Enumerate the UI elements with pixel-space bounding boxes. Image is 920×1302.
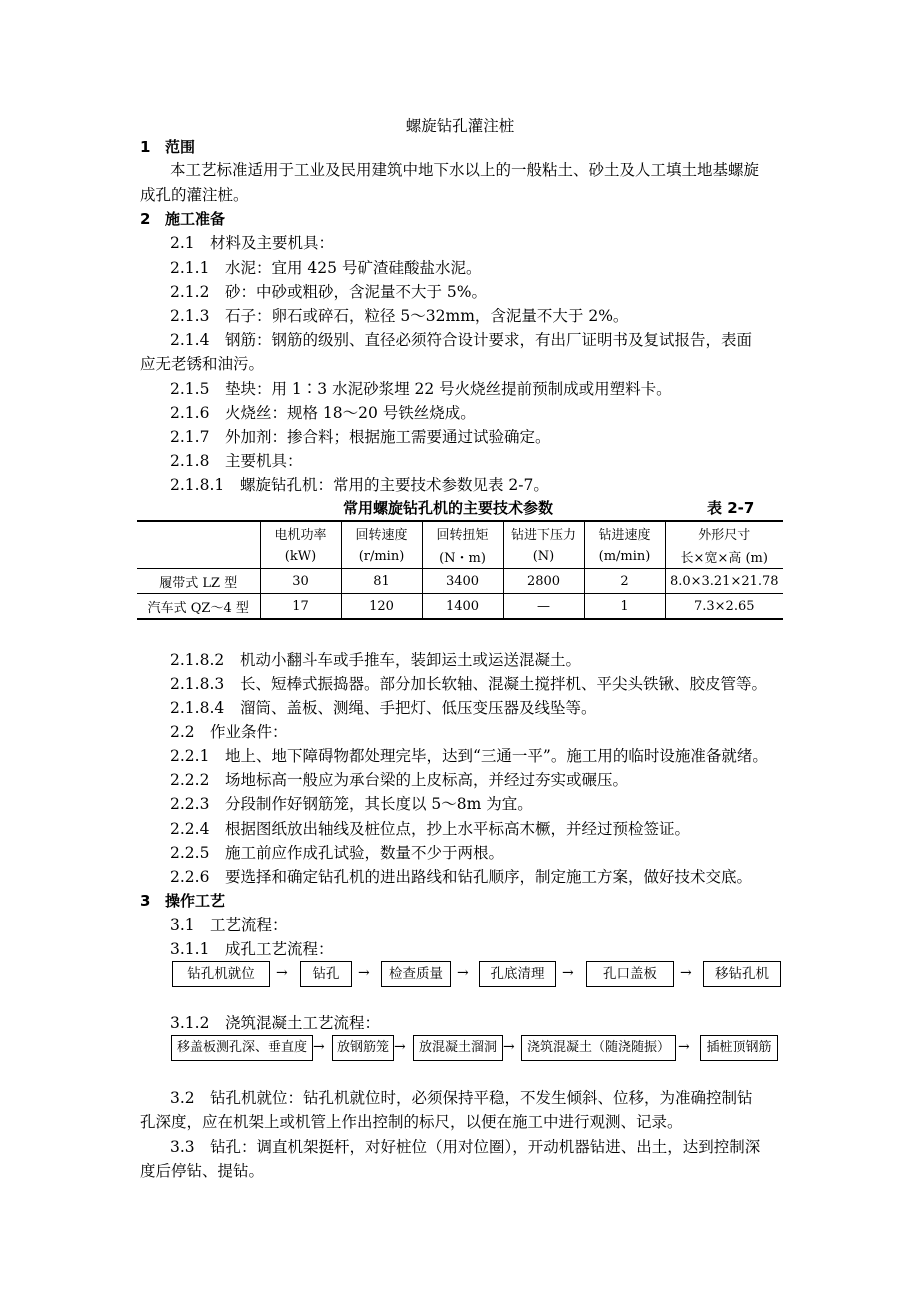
section-number: 1 — [140, 138, 153, 156]
header-unit-cell: 长×宽×高 (m) — [665, 545, 783, 569]
header-unit-cell: (kW) — [260, 545, 341, 569]
clause — [170, 426, 551, 448]
clause-text: 场地标高一般应为承台梁的上皮标高，并经过夯实或碾压。 — [225, 771, 629, 789]
section-title: 范围 — [165, 138, 196, 156]
arrow-right-icon: → — [394, 1039, 406, 1055]
clause — [170, 1012, 380, 1034]
clause-number: 3.1.2 — [170, 1014, 210, 1032]
clause-number: 2.1.7 — [170, 428, 210, 446]
section-2-heading — [140, 208, 225, 230]
flow-step: 移盖板测孔深、垂直度 — [171, 1035, 313, 1061]
table-row — [137, 594, 783, 620]
clause-number: 2.2.1 — [170, 747, 210, 765]
clause-text: 作业条件： — [210, 723, 288, 741]
clause-text: 工艺流程： — [210, 916, 288, 934]
header-cell: 外形尺寸 — [665, 521, 783, 545]
header-cell: 电机功率 — [260, 521, 341, 545]
clause — [170, 793, 533, 815]
table-cell: 2 — [584, 569, 665, 594]
flow-step: 移钻孔机 — [703, 961, 781, 987]
clause-number: 2.1.6 — [170, 404, 210, 422]
table-cell: 1 — [584, 594, 665, 620]
table-corner-cell — [137, 521, 260, 569]
clause — [170, 305, 628, 327]
header-cell: 钻进下压力 — [503, 521, 584, 545]
clause-number: 2.1.1 — [170, 259, 210, 277]
table-cell: — — [503, 594, 584, 620]
header-unit-cell: (N・m) — [422, 545, 503, 569]
flow-step: 孔口盖板 — [586, 961, 674, 987]
arrow-right-icon: → — [678, 1039, 690, 1055]
section-3-heading — [140, 890, 225, 912]
header-unit-cell: (r/min) — [341, 545, 422, 569]
arrow-right-icon: → — [358, 965, 370, 981]
clause-continuation: 孔深度，应在机架上或机管上作出控制的标尺，以便在施工中进行观测、记录。 — [140, 1113, 683, 1131]
table-cell: 汽车式 QZ～4 型 — [137, 594, 260, 620]
clause-number: 2.1.2 — [170, 283, 210, 301]
arrow-right-icon: → — [680, 965, 692, 981]
clause-text: 溜筒、盖板、测绳、手把灯、低压变压器及线坠等。 — [240, 699, 597, 717]
clause-number: 3.3 — [170, 1138, 195, 1156]
clause — [170, 402, 476, 424]
clause-number: 2.1.8.2 — [170, 651, 225, 669]
clause — [170, 450, 303, 472]
clause-number: 2.2.2 — [170, 771, 210, 789]
clause-number: 2.1.8.1 — [170, 476, 225, 494]
section-1-heading — [140, 136, 195, 158]
clause-number: 2.1.4 — [170, 331, 210, 349]
table-cell: 120 — [341, 594, 422, 620]
clause-text: 分段制作好钢筋笼，其长度以 5～8m 为宜。 — [225, 795, 533, 813]
clause-text: 螺旋钻孔机：常用的主要技术参数见表 2-7。 — [240, 476, 549, 494]
clause-text: 地上、地下障碍物都处理完毕，达到“三通一平”。施工用的临时设施准备就绪。 — [225, 747, 768, 765]
table-row — [137, 569, 783, 594]
header-unit-cell: (m/min) — [584, 545, 665, 569]
table-header-row — [137, 521, 783, 545]
clause-text: 钢筋：钢筋的级别、直径必须符合设计要求，有出厂证明书及复试报告，表面 — [225, 331, 753, 349]
clause-text: 水泥：宜用 425 号矿渣硅酸盐水泥。 — [225, 259, 482, 277]
table-cell: 1400 — [422, 594, 503, 620]
clause — [170, 1087, 753, 1109]
section-title: 操作工艺 — [165, 892, 226, 910]
clause-text: 火烧丝：规格 18～20 号铁丝烧成。 — [225, 404, 476, 422]
clause-text: 机动小翻斗车或手推车，装卸运土或运送混凝土。 — [240, 651, 582, 669]
flow-step: 插桩顶钢筋 — [700, 1035, 778, 1061]
clause — [170, 281, 487, 303]
clause-number: 2.2.4 — [170, 820, 210, 838]
flow-step: 检查质量 — [381, 961, 451, 987]
clause-number: 2.2.3 — [170, 795, 210, 813]
clause — [170, 842, 504, 864]
clause — [170, 938, 334, 960]
clause-number: 2.1 — [170, 234, 195, 252]
clause-text: 钻孔：调直机架挺杆，对好桩位（用对位圈），开动机器钻进、出土，达到控制深 — [210, 1138, 761, 1156]
clause-number: 3.1.1 — [170, 940, 210, 958]
flow-step: 浇筑混凝土（随浇随振） — [521, 1035, 676, 1061]
section-number: 3 — [140, 892, 153, 910]
clause-number: 2.1.8.4 — [170, 699, 225, 717]
paragraph-line: 成孔的灌注桩。 — [140, 186, 249, 204]
clause-number: 2.2.5 — [170, 844, 210, 862]
page-title: 螺旋钻孔灌注桩 — [405, 117, 515, 135]
clause-number: 2.2 — [170, 723, 195, 741]
clause — [170, 818, 690, 840]
flow-step: 钻孔机就位 — [172, 961, 270, 987]
clause — [170, 232, 334, 254]
clause-number: 2.1.3 — [170, 307, 210, 325]
clause-text: 长、短棒式振捣器。部分加长软轴、混凝土搅拌机、平尖头铁锹、胶皮管等。 — [240, 675, 768, 693]
clause — [170, 769, 628, 791]
clause-text: 施工前应作成孔试验，数量不少于两根。 — [225, 844, 505, 862]
table-number: 表 2-7 — [707, 499, 755, 517]
clause-text: 垫块：用 1∶3 水泥砂浆埋 22 号火烧丝提前预制成或用塑料卡。 — [225, 380, 672, 398]
clause-text: 要选择和确定钻孔机的进出路线和钻孔顺序，制定施工方案，做好技术交底。 — [225, 868, 753, 886]
clause — [170, 721, 288, 743]
clause — [170, 649, 581, 671]
clause-text: 钻孔机就位：钻孔机就位时，必须保持平稳，不发生倾斜、位移，为准确控制钻 — [210, 1089, 753, 1107]
clause — [170, 866, 752, 888]
clause-text: 主要机具： — [225, 452, 303, 470]
flow-step: 钻孔 — [300, 961, 352, 987]
clause — [170, 745, 768, 767]
table-cell: 17 — [260, 594, 341, 620]
flow-step: 放混凝土溜洞 — [413, 1035, 503, 1061]
clause-text: 材料及主要机具： — [210, 234, 335, 252]
clause — [170, 697, 597, 719]
clause-number: 2.1.8.3 — [170, 675, 225, 693]
arrow-right-icon: → — [503, 1039, 515, 1055]
header-cell: 回转扭矩 — [422, 521, 503, 545]
clause-text: 根据图纸放出轴线及桩位点，抄上水平标高木橛，并经过预检签证。 — [225, 820, 691, 838]
clause — [170, 673, 767, 695]
clause-number: 2.2.6 — [170, 868, 210, 886]
table-cell: 30 — [260, 569, 341, 594]
table-cell: 81 — [341, 569, 422, 594]
flow-step: 放钢筋笼 — [332, 1035, 394, 1061]
arrow-right-icon: → — [276, 965, 288, 981]
header-cell: 钻进速度 — [584, 521, 665, 545]
arrow-right-icon: → — [313, 1039, 325, 1055]
table-caption: 常用螺旋钻孔机的主要技术参数 — [343, 499, 554, 517]
clause — [170, 257, 481, 279]
clause-number: 2.1.5 — [170, 380, 210, 398]
clause-number: 2.1.8 — [170, 452, 210, 470]
table-cell: 2800 — [503, 569, 584, 594]
arrow-right-icon: → — [457, 965, 469, 981]
flow-step: 孔底清理 — [479, 961, 556, 987]
clause — [170, 329, 752, 351]
header-unit-cell: (N) — [503, 545, 584, 569]
clause-text: 外加剂：掺合料；根据施工需要通过试验确定。 — [225, 428, 551, 446]
section-title: 施工准备 — [165, 210, 226, 228]
clause-text: 砂：中砂或粗砂，含泥量不大于 5%。 — [225, 283, 488, 301]
header-cell: 回转速度 — [341, 521, 422, 545]
clause-continuation: 应无老锈和油污。 — [140, 355, 265, 373]
table-cell: 履带式 LZ 型 — [137, 569, 260, 594]
table-cell: 7.3×2.65 — [665, 594, 783, 620]
arrow-right-icon: → — [562, 965, 574, 981]
clause-continuation: 度后停钻、提钻。 — [140, 1162, 265, 1180]
spec-table — [137, 520, 783, 620]
clause-number: 3.1 — [170, 916, 195, 934]
paragraph-line: 本工艺标准适用于工业及民用建筑中地下水以上的一般粘土、砂土及人工填土地基螺旋 — [170, 161, 760, 179]
clause — [170, 378, 672, 400]
table-cell: 3400 — [422, 569, 503, 594]
clause-number: 3.2 — [170, 1089, 195, 1107]
clause-text: 浇筑混凝土工艺流程： — [225, 1014, 381, 1032]
clause-text: 石子：卵石或碎石，粒径 5～32mm，含泥量不大于 2%。 — [225, 307, 629, 325]
clause — [170, 474, 549, 496]
clause-text: 成孔工艺流程： — [225, 940, 334, 958]
clause — [170, 1136, 760, 1158]
section-number: 2 — [140, 210, 153, 228]
clause — [170, 914, 288, 936]
table-cell: 8.0×3.21×21.78 — [665, 569, 783, 594]
